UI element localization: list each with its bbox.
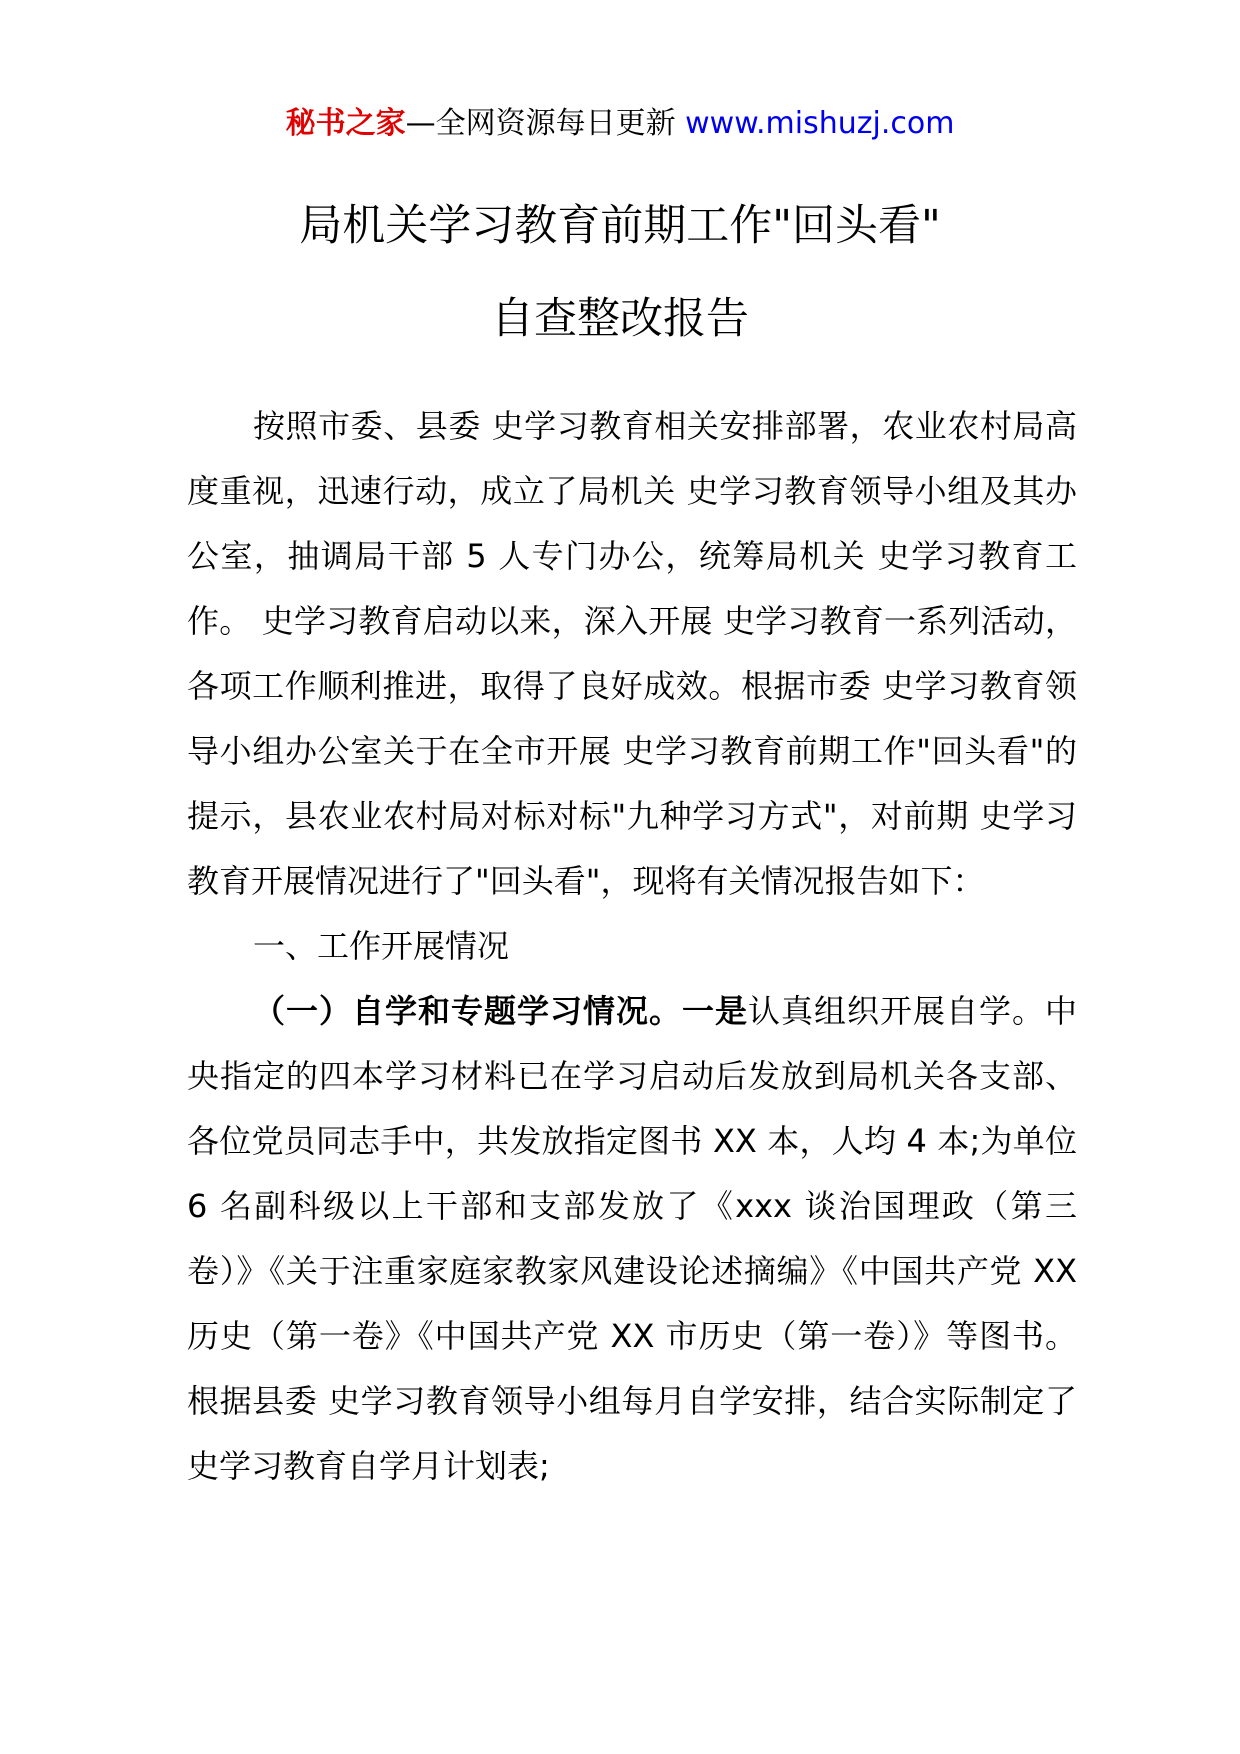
header-tagline: —全网资源每日更新: [405, 106, 686, 141]
document-title-line-1: 局机关学习教育前期工作"回头看": [299, 201, 941, 251]
intro-paragraph: 按照市委、县委 史学习教育相关安排部署，农业农村局高度重视，迅速行动，成立了局机关 史学习教育领导小组及其办公室，抽调局干部 5 人专门办公，统筹局机关 史学习教育工作。 史学习教育启动以来，深入开展 史学习教育一系列活动，各项工作顺利推进，取得了良好成效。根据市委 史学习教育领导小组办公室关于在全市开展 史学习教育前期工作"回头看"的提示，县农业农村局对标对标"九种学习方式"，对前期 史学习教育开展情况进行了"回头看"，现将有关情况报告如下：: [187, 407, 1077, 900]
document-body: [187, 394, 1077, 1499]
section-heading: 一、工作开展情况: [253, 927, 510, 965]
site-url-link[interactable]: www.mishuzj.com: [685, 106, 955, 141]
document-title-line-2: 自查整改报告: [491, 294, 749, 344]
brand-name: 秘书之家: [285, 106, 406, 141]
subsection-heading: （一）自学和专题学习情况。一是: [253, 992, 748, 1030]
subsection-body: 认真组织开展自学。中央指定的四本学习材料已在学习启动后发放到局机关各支部、各位党员同志手中，共发放指定图书 XX 本，人均 4 本;为单位 6 名副科级以上干部和支部发放了《xxx 谈治国理政（第三卷）》《关于注重家庭家教家风建设论述摘编》《中国共产党 XX 历史（第一卷》《中国共产党 XX 市历史（第一卷）》等图书。根据县委 史学习教育领导小组每月自学安排，结合实际制定了 史学习教育自学月计划表;: [187, 992, 1077, 1485]
subsection-paragraph: [187, 979, 1077, 1499]
site-header: [0, 100, 1240, 148]
